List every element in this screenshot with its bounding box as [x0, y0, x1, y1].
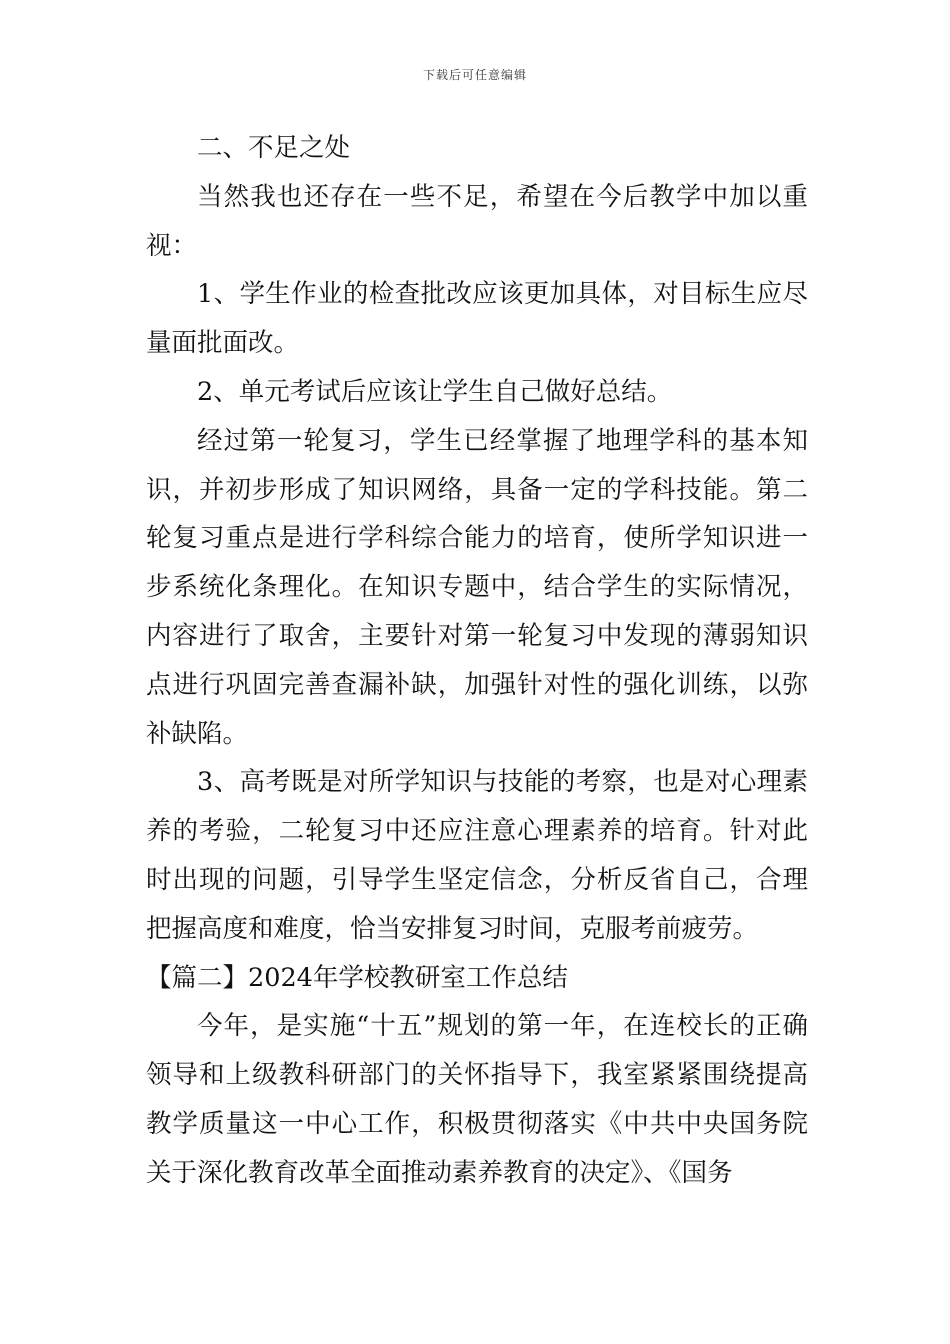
list-item-1: 1、学生作业的检查批改应该更加具体，对目标生应尽量面批面改。: [146, 279, 808, 359]
paragraph-shortcomings-intro: 当然我也还存在一些不足，希望在今后教学中加以重视：: [146, 181, 808, 261]
list-item-3: 3、高考既是对所学知识与技能的考察，也是对心理素养的考验，二轮复习中还应注意心理素养的培育。针对此时出现的问题，引导学生坚定信念，分析反省自己，合理把握高度和难度，恰当安排复习时间，克服考前疲劳。: [146, 767, 808, 944]
section-title-part-two: 【篇二】2024年学校教研室工作总结: [146, 962, 568, 993]
section-heading-shortcomings: 二、不足之处: [197, 133, 351, 163]
page-header: 下载后可任意编辑: [422, 68, 527, 82]
document-body: [146, 124, 808, 1198]
list-item-2: 2、单元考试后应该让学生自己做好总结。: [197, 376, 673, 407]
paragraph-part-two-intro: 今年，是实施“十五”规划的第一年，在连校长的正确领导和上级教科研部门的关怀指导下，我室紧紧围绕提高教学质量这一中心工作，积极贯彻落实《中共中央国务院关于深化教育改革全面推动素养教育的决定》、《国务: [146, 1011, 808, 1188]
paragraph-second-review: 经过第一轮复习，学生已经掌握了地理学科的基本知识，并初步形成了知识网络，具备一定的学科技能。第二轮复习重点是进行学科综合能力的培育，使所学知识进一步系统化条理化。在知识专题中，结合学生的实际情况，内容进行了取舍，主要针对第一轮复习中发现的薄弱知识点进行巩固完善查漏补缺，加强针对性的强化训练，以弥补缺陷。: [146, 425, 808, 749]
